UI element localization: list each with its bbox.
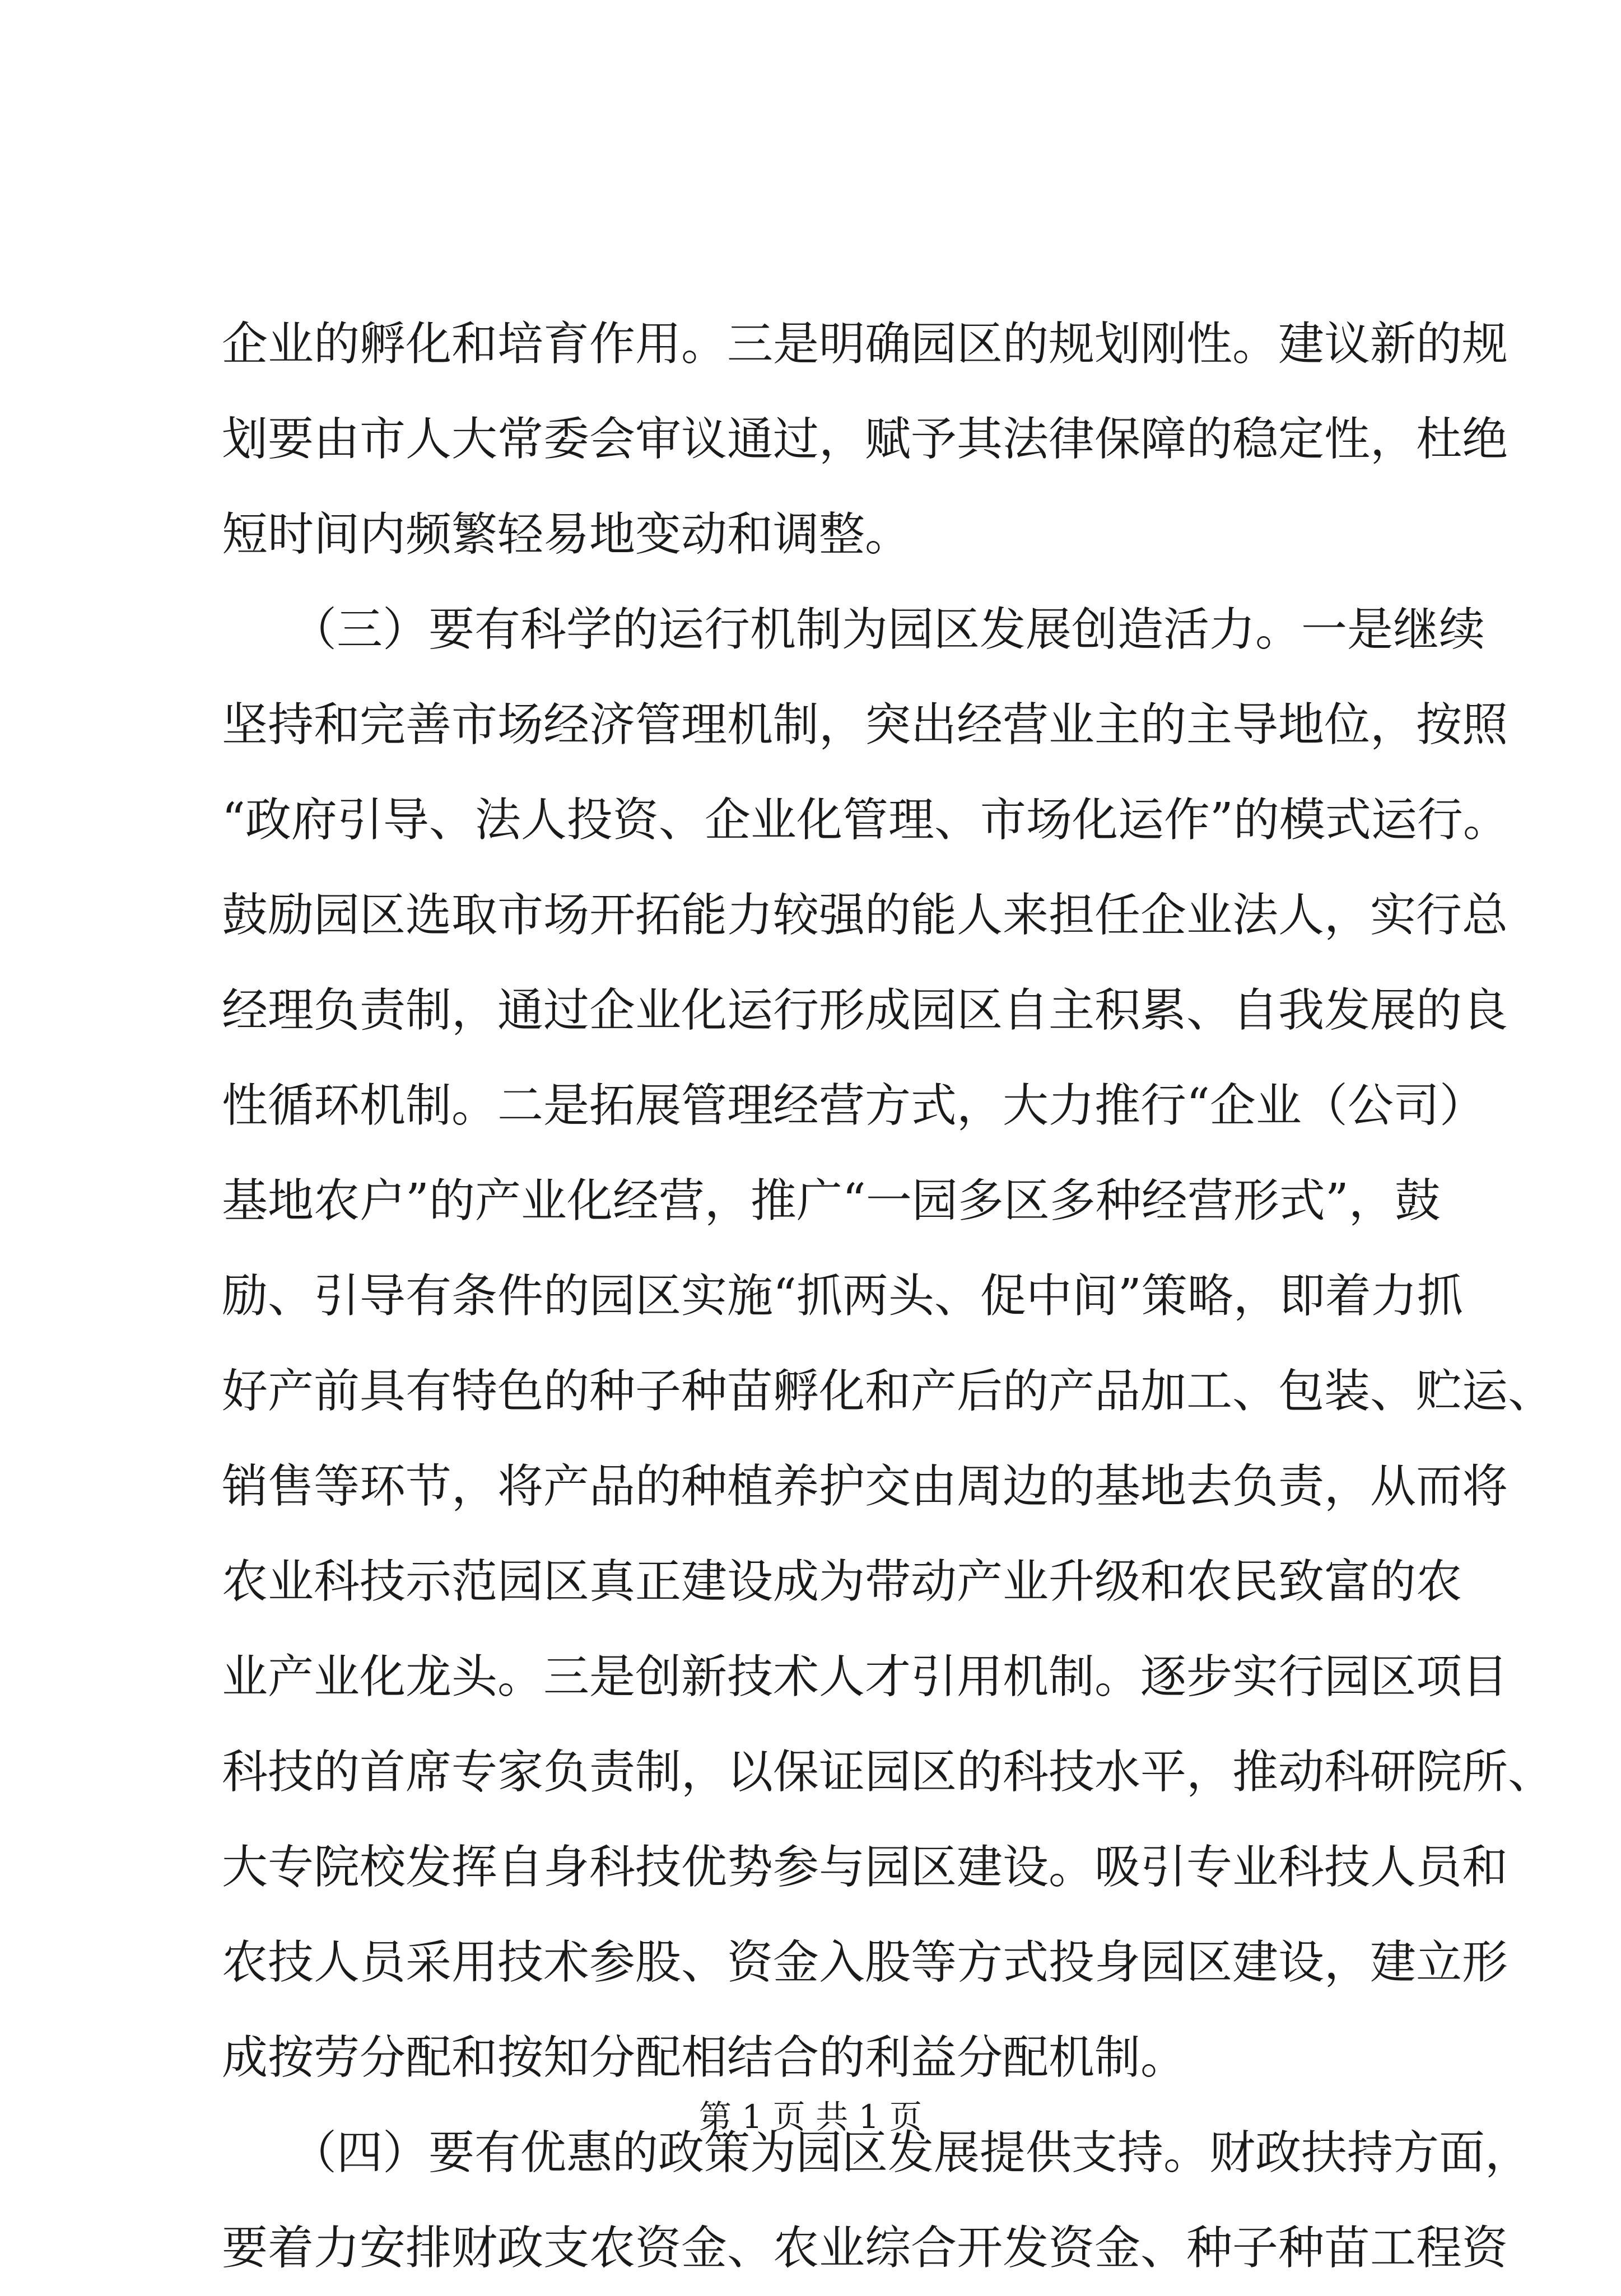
text-line: 坚持和完善市场经济管理机制，突出经营业主的主导地位，按照: [222, 698, 1508, 752]
text-line: 励、引导有条件的园区实施“抓两头、促中间”策略，即着力抓: [222, 1270, 1463, 1323]
text-line: 企业的孵化和培育作用。三是明确园区的规划刚性。建议新的规: [222, 318, 1508, 371]
text-line: （四）要有优惠的政策为园区发展提供支持。财政扶持方面，: [222, 2126, 1531, 2180]
text-line: 成按劳分配和按知分配相结合的利益分配机制。: [222, 2031, 1187, 2084]
text-line: 划要由市人大常委会审议通过，赋予其法律保障的稳定性，杜绝: [222, 413, 1508, 466]
document-body: [222, 297, 1554, 2296]
text-line: 经理负责制，通过企业化运行形成园区自主积累、自我发展的良: [222, 984, 1508, 1037]
text-line: 短时间内频繁轻易地变动和调整。: [222, 508, 911, 561]
text-line: 性循环机制。二是拓展管理经营方式，大力推行“企业（公司）: [222, 1079, 1485, 1132]
text-line: 农技人员采用技术参股、资金入股等方式投身园区建设，建立形: [222, 1936, 1508, 1989]
text-line: 鼓励园区选取市场开拓能力较强的能人来担任企业法人，实行总: [222, 889, 1508, 942]
text-line: 科技的首席专家负责制，以保证园区的科技水平，推动科研院所、: [222, 1746, 1554, 1799]
text-line: 农业科技示范园区真正建设成为带动产业升级和农民致富的农: [222, 1555, 1462, 1608]
text-line: 业产业化龙头。三是创新技术人才引用机制。逐步实行园区项目: [222, 1650, 1508, 1704]
text-line: （三）要有科学的运行机制为园区发展创造活力。一是继续: [222, 603, 1485, 656]
text-line: “政府引导、法人投资、企业化管理、市场化运作”的模式运行。: [222, 794, 1509, 847]
text-line: 基地农户”的产业化经营，推广“一园多区多种经营形式”，鼓: [222, 1174, 1441, 1228]
text-line: 要着力安排财政支农资金、农业综合开发资金、种子种苗工程资: [222, 2222, 1508, 2275]
text-line: 大专院校发挥自身科技优势参与园区建设。吸引专业科技人员和: [222, 1841, 1508, 1894]
text-line: 销售等环节，将产品的种植养护交由周边的基地去负责，从而将: [222, 1460, 1508, 1513]
text-line: 好产前具有特色的种子种苗孵化和产后的产品加工、包装、贮运、: [222, 1365, 1554, 1418]
page-number-footer: 第 1 页 共 1 页: [699, 2098, 922, 2136]
